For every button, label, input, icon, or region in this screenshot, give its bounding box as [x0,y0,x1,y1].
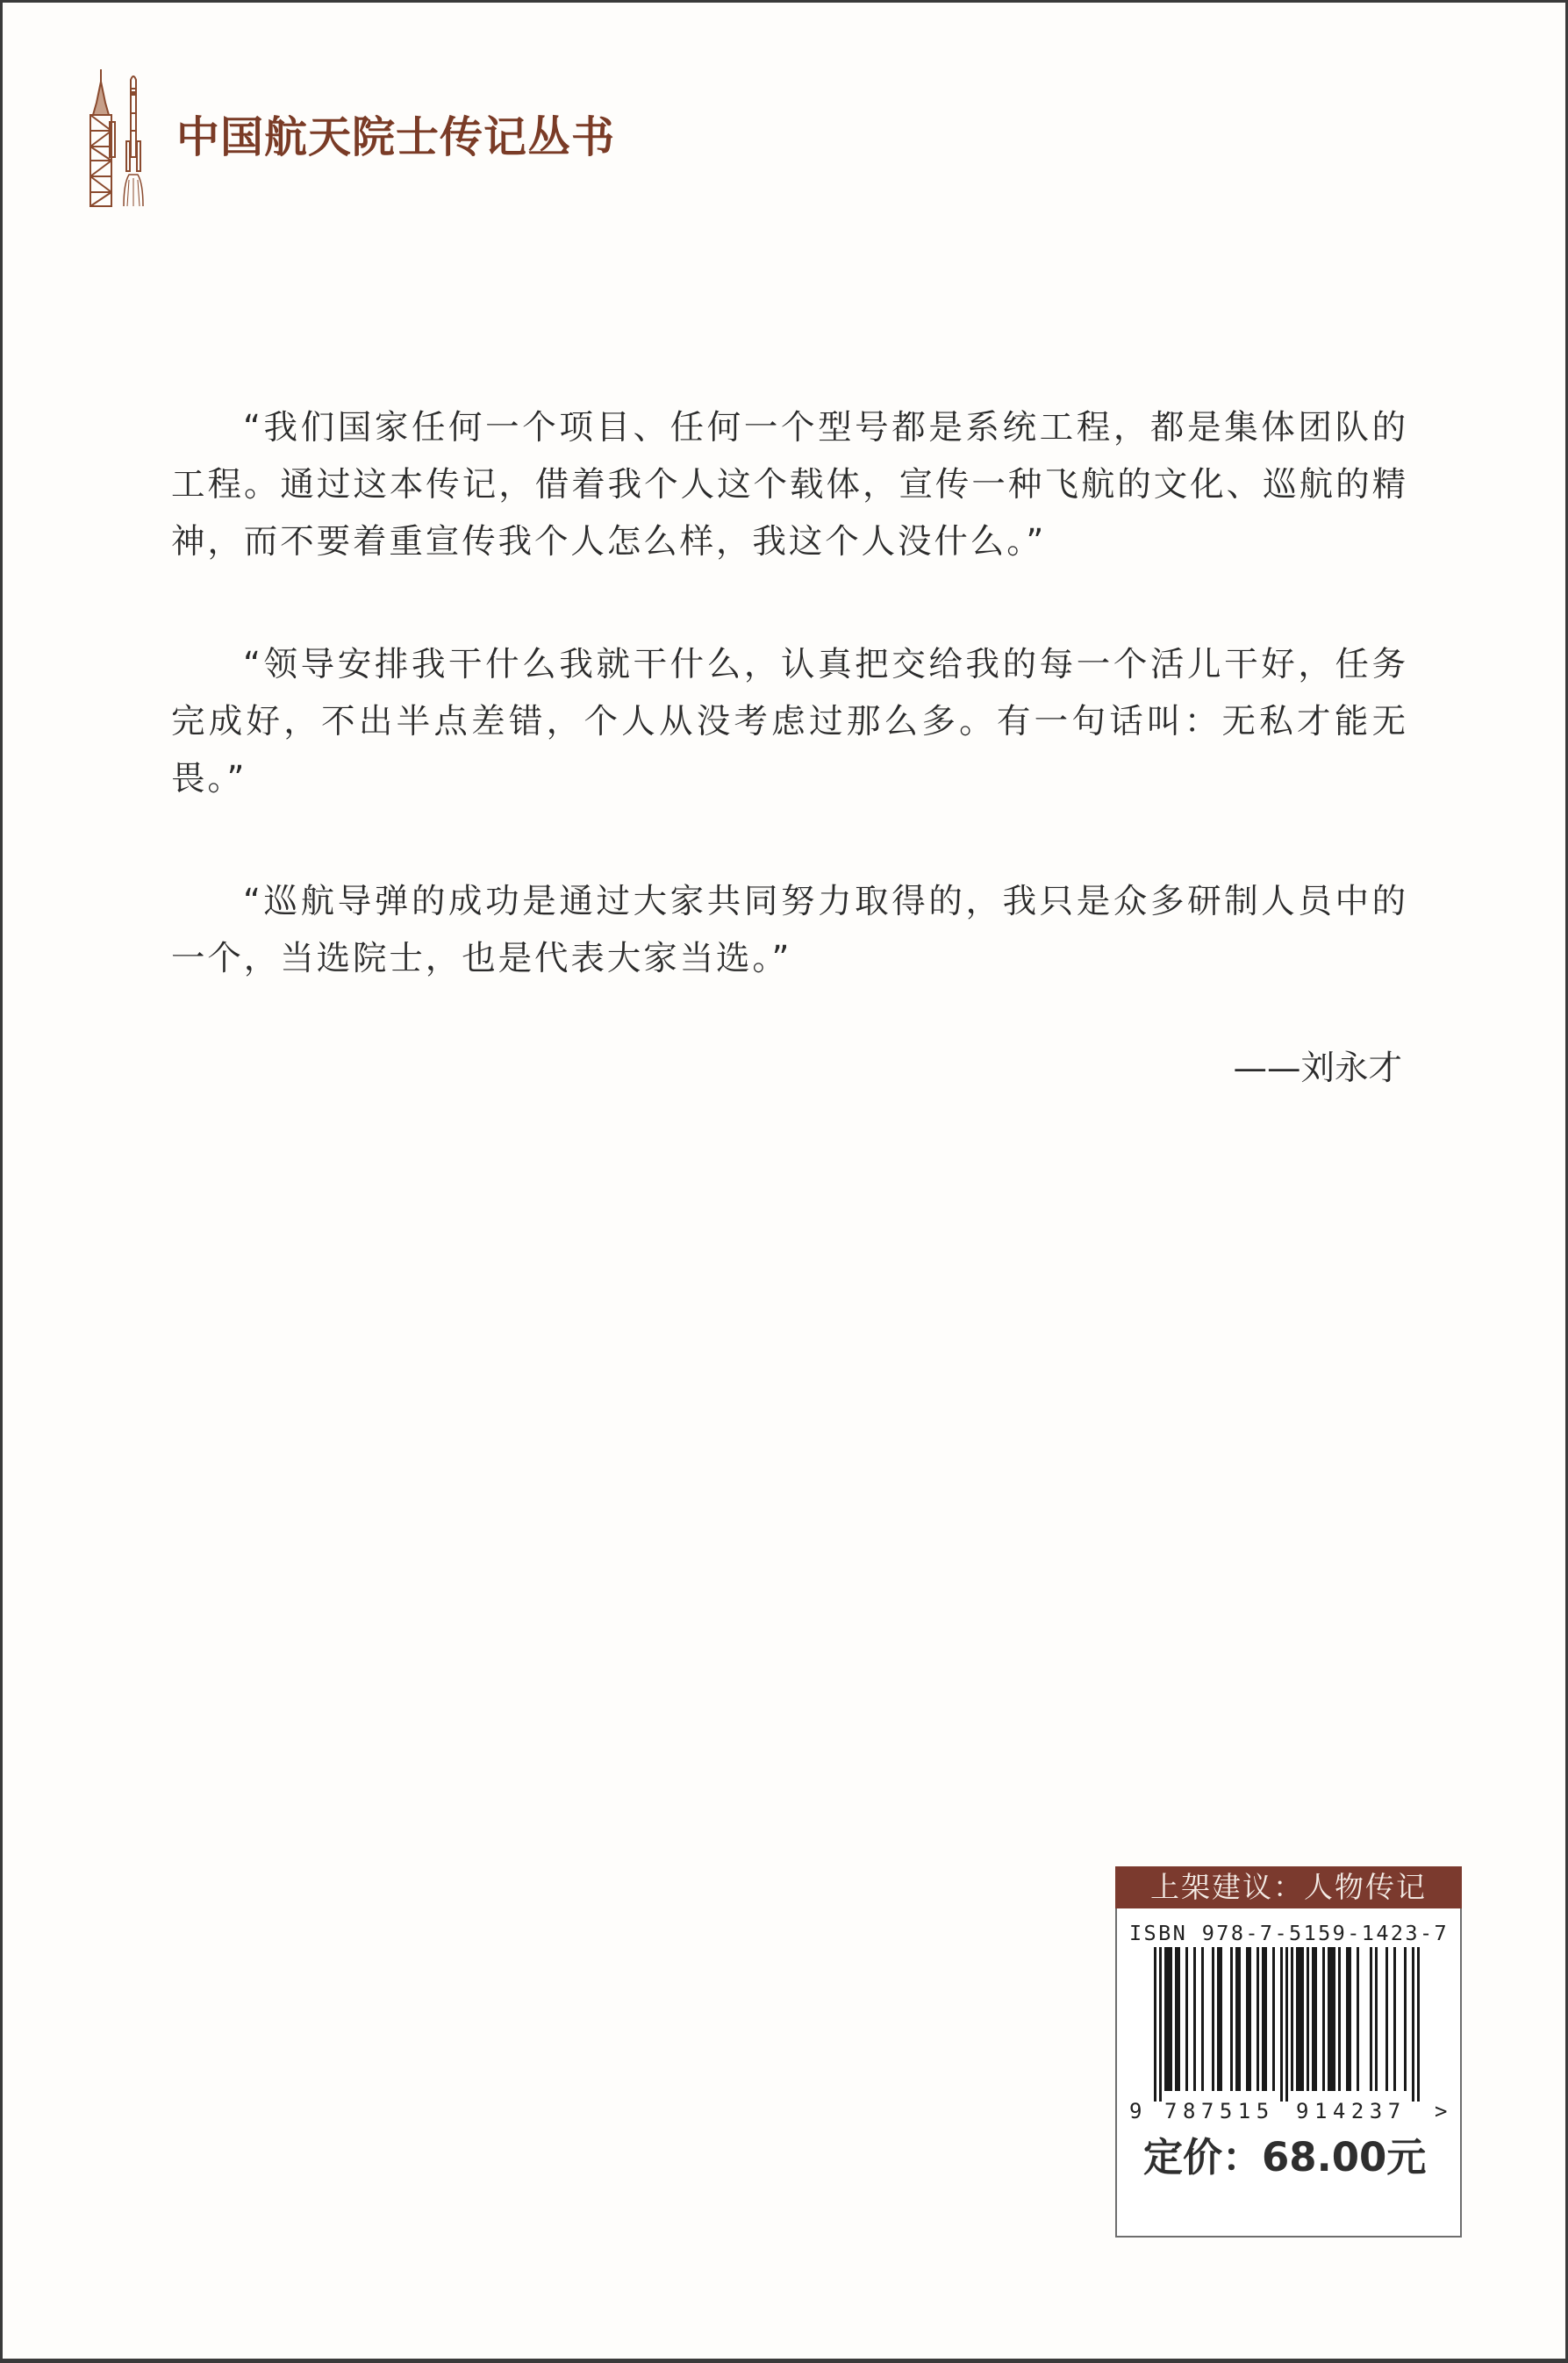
barcode-icon [1154,1947,1428,2102]
barcode-lead-digit: 9 [1129,2099,1148,2123]
shelf-suggestion-band: 上架建议：人物传记 [1115,1866,1462,1908]
quote-attribution: ——刘永才 [1233,1049,1402,1088]
isbn-barcode-box [1115,1866,1462,2238]
barcode-quiet-zone-marker: > [1435,2099,1453,2123]
barcode-right-digits: 914237 [1296,2099,1407,2123]
price-label: 定价：68.00元 [1143,2134,1427,2180]
series-title: 中国航天院士传记丛书 [176,112,616,162]
quote-paragraph: “巡航导弹的成功是通过大家共同努力取得的，我只是众多研制人员中的一个，当选院士，也是代表大家当选。” [171,882,1408,978]
quote-paragraph: “领导安排我干什么我就干什么，认真把交给我的每一个活儿干好，任务完成好，不出半点差错，个人从没考虑过那么多。有一句话叫：无私才能无畏。” [171,645,1408,798]
isbn-number: ISBN 978-7-5159-1423-7 [1129,1921,1450,1945]
quote-paragraph: “我们国家任何一个项目、任何一个型号都是系统工程，都是集体团队的工程。通过这本传记，借着我个人这个载体，宣传一种飞航的文化、巡航的精神，而不要着重宣传我个人怎么样，我这个人没什么。” [171,408,1408,562]
barcode-digits [1129,2096,1454,2126]
barcode-left-digits: 787515 [1164,2099,1275,2123]
quote-list [171,399,1408,987]
book-back-cover [3,3,1565,2359]
launch-tower-rocket-icon [85,69,150,208]
